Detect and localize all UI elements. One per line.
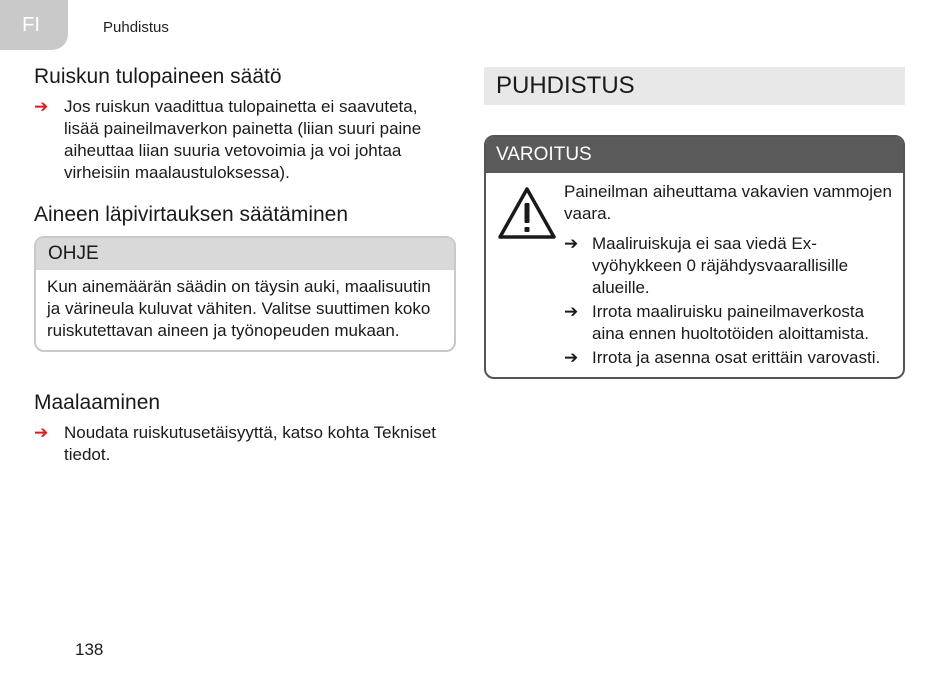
warning-item-text: Irrota ja asenna osat erittäin varovasti. <box>592 348 881 367</box>
warning-intro: Paineilman aiheuttama vakavien vammojen vaara. <box>564 182 892 223</box>
warning-item <box>564 233 893 299</box>
warning-body <box>486 173 903 377</box>
warning-item <box>564 347 893 369</box>
warning-triangle-icon <box>496 181 564 369</box>
arrow-right-icon: ➔ <box>564 302 579 321</box>
warning-box <box>484 135 905 379</box>
section-heading: Aineen läpivirtauksen säätäminen <box>34 203 349 226</box>
running-header: Puhdistus <box>103 19 169 36</box>
arrow-right-icon: ➔ <box>564 234 579 253</box>
language-tab <box>0 0 68 50</box>
left-column <box>34 64 456 466</box>
warning-item-text: Maaliruiskuja ei saa viedä Ex-vyöhykkeen 0 räjähdysvaarallisille alueille. <box>592 234 849 297</box>
bullet-text: Jos ruiskun vaadittua tulopainetta ei saavuteta, lisää paineilmaverkon painetta (liian suuri paine aiheuttaa liian suuria vetovoimia ja voi johtaa virheisiin maalaustuloksessa). <box>64 97 422 182</box>
bullet-text: Noudata ruiskutusetäisyyttä, katso kohta Tekniset tiedot. <box>64 423 436 464</box>
warning-item-text: Irrota maaliruisku paineilmaverkosta aina ennen huoltotöiden aloittamista. <box>592 302 869 343</box>
arrow-right-icon: ➔ <box>564 348 579 367</box>
note-label: OHJE <box>36 238 454 270</box>
arrow-right-icon: ➔ <box>34 423 49 442</box>
page-number: 138 <box>75 640 104 659</box>
section-inlet-pressure <box>34 64 456 184</box>
arrow-right-icon: ➔ <box>34 97 49 116</box>
section-heading: Maalaaminen <box>34 391 161 414</box>
warning-label: VAROITUS <box>486 137 903 173</box>
section-painting <box>34 390 456 466</box>
bullet-item <box>34 422 456 466</box>
warning-text <box>564 181 893 369</box>
section-heading: Ruiskun tulopaineen säätö <box>34 65 282 88</box>
section-flow-adjustment <box>34 202 456 352</box>
bullet-item <box>34 96 456 184</box>
warning-item <box>564 301 893 345</box>
note-box <box>34 236 456 352</box>
language-code: FI <box>22 13 40 36</box>
section-title-bar: PUHDISTUS <box>484 67 905 105</box>
right-column <box>484 67 905 379</box>
note-text: Kun ainemäärän säädin on täysin auki, maalisuutin ja värineula kuluvat vähiten. Valitse suuttimen koko ruiskutettavan aineen ja työnopeuden mukaan. <box>47 277 431 340</box>
